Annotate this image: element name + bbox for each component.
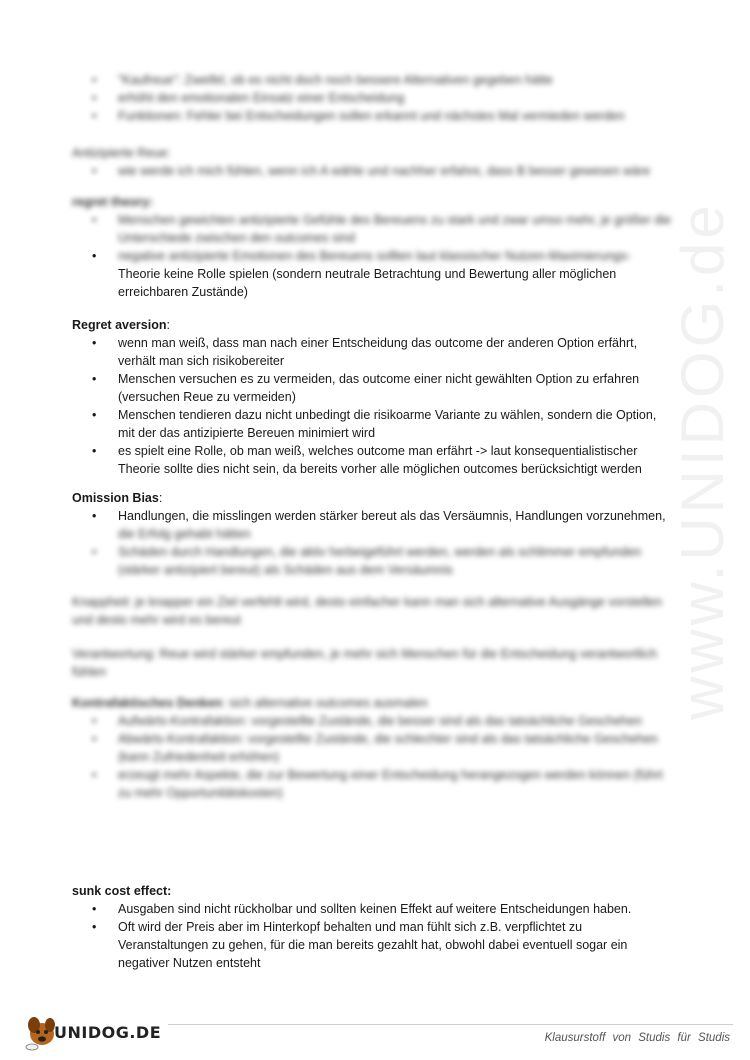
blurred-line: die Erfolg gehabt hätten <box>118 527 251 541</box>
section-heading: Antizipierte Reue: <box>72 146 171 160</box>
heading-text: Omission Bias <box>72 491 159 505</box>
list-item: • Oft wird der Preis aber im Hinterkopf behalten und man fühlt sich z.B. verpflichtet zu Veranstaltungen zu gehen, für die man bereits gezahlt hat, obwohl dabei eventuell sogar ein negativer Nutzen entsteht <box>72 918 672 972</box>
blurred-line: • negative antizipierte Emotionen des Bereuens sollten laut klassischer Nutzen-Maximierungs- <box>118 249 631 263</box>
regret-aversion-section <box>72 316 672 478</box>
watermark: www.UNIDOG.de <box>669 201 736 720</box>
section-heading: regret theory: <box>72 195 154 209</box>
clear-text: Theorie keine Rolle spielen (sondern neutrale Betrachtung und Bewertung aller möglichen erreichbaren Zustände) <box>118 267 617 299</box>
list-item <box>72 247 672 301</box>
footer-tagline: Klausurstoff von Studis für Studis <box>544 1032 730 1044</box>
list-item: • Aufwärts-Kontrafaktion: vorgestellte Zustände, die besser sind als das tatsächliche Geschehen <box>72 712 672 730</box>
list-item: • Abwärts-Kontrafaktion: vorgestellte Zustände, die schlechter sind als das tatsächliche Geschehen (kann Zufriedenheit erhöhen) <box>72 730 672 766</box>
logo-text: UNIDOG.DE <box>54 1023 162 1042</box>
kontrafaktisches-denken-section <box>72 694 672 802</box>
footer-divider <box>168 1024 733 1025</box>
list-item: • erhöht den emotionalen Einsatz einer Entscheidung <box>72 89 672 107</box>
list-item: • Menschen gewichten antizipierte Gefühle des Bereuens zu stark und zwar umso mehr, je größer die Unterschiede zwischen den outcomes sind <box>72 211 672 247</box>
clear-text: Handlungen, die misslingen werden stärker bereut als das Versäumnis, Handlungen vorzunehmen, <box>118 509 666 523</box>
list-item: • wenn man weiß, dass man nach einer Entscheidung das outcome der anderen Option erfährt, verhält man sich risikobereiter <box>72 334 672 370</box>
list-item <box>72 507 672 543</box>
omission-bias-section <box>72 489 672 579</box>
list-item: • Funktionen: Fehler bei Entscheidungen sollen erkannt und nächstes Mal vermieden werden <box>72 107 672 125</box>
list-item: • Ausgaben sind nicht rückholbar und sollten keinen Effekt auf weitere Entscheidungen haben. <box>72 900 672 918</box>
section-heading <box>72 316 672 334</box>
list-item: • Menschen tendieren dazu nicht unbedingt die risikoarme Variante zu wählen, sondern die Option, mit der das antizipierte Bereuen minimiert wird <box>72 406 672 442</box>
list-item: • "Kaufreue": Zweifel, ob es nicht doch noch bessere Alternativen gegeben hätte <box>72 71 672 89</box>
section-heading <box>72 694 672 712</box>
section-heading <box>72 489 672 507</box>
heading-colon: : <box>158 491 163 505</box>
sunk-cost-section <box>72 882 672 972</box>
list-item: • es spielt eine Rolle, ob man weiß, welches outcome man erfährt -> laut konsequentialistischer Theorie sollte dies nicht sein, da bereits vorher alle möglichen outcomes berücksichtigt werden <box>72 442 672 478</box>
blurred-intro-bullets <box>72 71 672 125</box>
antizipierte-reue-section <box>72 144 672 180</box>
section-heading: sunk cost effect: <box>72 884 172 898</box>
list-item: • erzeugt mehr Aspekte, die zur Bewertung einer Entscheidung herangezogen werden können (führt zu mehr Opportunitätskosten) <box>72 766 672 802</box>
list-item: • Schäden durch Handlungen, die aktiv herbeigeführt werden, werden als schlimmer empfunden (stärker antizipiert bereut) als Schäden aus dem Versäumnis <box>72 543 672 579</box>
heading-rest: : sich alternative outcomes ausmalen <box>222 696 428 710</box>
regret-theory-section <box>72 193 672 301</box>
heading-text: Kontrafaktisches Denken <box>72 696 223 710</box>
list-item: • Menschen versuchen es zu vermeiden, das outcome einer nicht gewählten Option zu erfahren (versuchen Reue zu vermeiden) <box>72 370 672 406</box>
heading-text: Regret aversion <box>72 318 167 332</box>
verantwortung-paragraph: Verantwortung: Reue wird stärker empfunden, je mehr sich Menschen für die Entscheidung verantwortlich fühlen <box>72 647 658 679</box>
heading-colon: : <box>166 318 170 332</box>
list-item: • wie werde ich mich fühlen, wenn ich A wähle und nachher erfahre, dass B besser gewesen wäre <box>72 162 672 180</box>
knappheit-paragraph: Knappheit: je knapper ein Ziel verfehlt wird, desto einfacher kann man sich alternative Ausgänge vorstellen und desto mehr wird es bereut <box>72 595 662 627</box>
